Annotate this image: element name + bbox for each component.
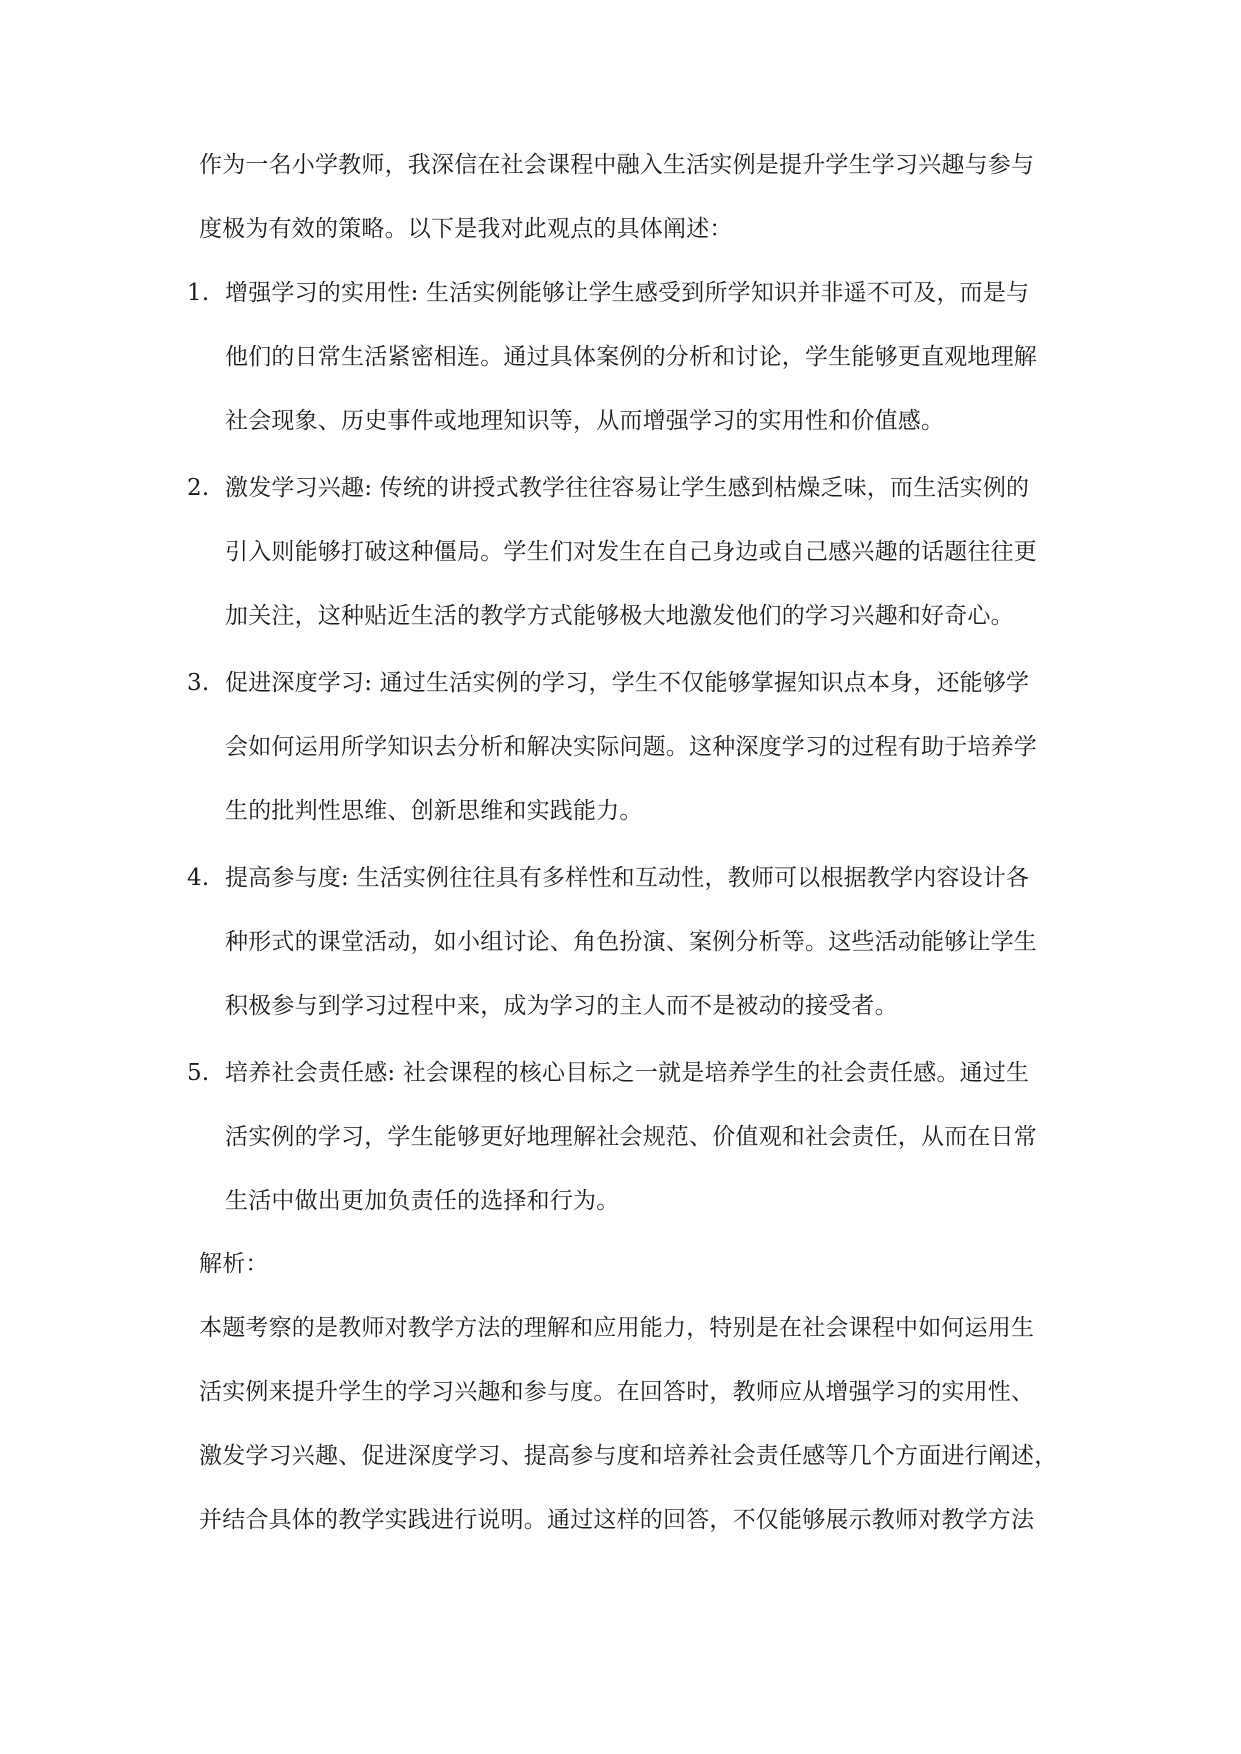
list-item-line: 活实例的学习，学生能够更好地理解社会规范、价值观和社会责任，从而在日常 — [225, 1124, 1037, 1150]
list-number: 3. — [187, 670, 210, 696]
list-number: 4. — [187, 865, 210, 891]
list-item-line: 培养社会责任感: 社会课程的核心目标之一就是培养学生的社会责任感。通过生 — [225, 1060, 1030, 1086]
analysis-line: 并结合具体的教学实践进行说明。通过这样的回答，不仅能够展示教师对教学方法 — [199, 1507, 1035, 1533]
list-number: 5. — [187, 1060, 210, 1086]
list-item-line: 社会现象、历史事件或地理知识等，从而增强学习的实用性和价值感。 — [225, 408, 945, 434]
list-item-line: 生的批判性思维、创新思维和实践能力。 — [225, 798, 643, 824]
list-item-line: 加关注，这种贴近生活的教学方式能够极大地激发他们的学习兴趣和好奇心。 — [225, 603, 1014, 629]
list-item-line: 增强学习的实用性: 生活实例能够让学生感受到所学知识并非遥不可及，而是与 — [225, 280, 1030, 306]
list-number: 1. — [187, 280, 210, 306]
list-item-line: 生活中做出更加负责任的选择和行为。 — [225, 1188, 620, 1214]
analysis-line: 活实例来提升学生的学习兴趣和参与度。在回答时，教师应从增强学习的实用性、 — [199, 1379, 1035, 1405]
list-item-line: 引入则能够打破这种僵局。学生们对发生在自己身边或自己感兴趣的话题往往更 — [225, 539, 1037, 565]
analysis-line: 本题考察的是教师对教学方法的理解和应用能力，特别是在社会课程中如何运用生 — [199, 1315, 1035, 1341]
list-number: 2. — [187, 475, 210, 501]
intro-line: 度极为有效的策略。以下是我对此观点的具体阐述： — [199, 216, 733, 242]
list-item-line: 提高参与度: 生活实例往往具有多样性和互动性，教师可以根据教学内容设计各 — [225, 865, 1030, 891]
list-item-line: 积极参与到学习过程中来，成为学习的主人而不是被动的接受者。 — [225, 993, 898, 1019]
list-item-line: 促进深度学习: 通过生活实例的学习，学生不仅能够掌握知识点本身，还能够学 — [225, 670, 1030, 696]
analysis-line: 激发学习兴趣、促进深度学习、提高参与度和培养社会责任感等几个方面进行阐述， — [199, 1443, 1058, 1469]
list-item-line: 他们的日常生活紧密相连。通过具体案例的分析和讨论，学生能够更直观地理解 — [225, 344, 1037, 370]
list-item-line: 种形式的课堂活动，如小组讨论、角色扮演、案例分析等。这些活动能够让学生 — [225, 929, 1037, 955]
list-item-line: 会如何运用所学知识去分析和解决实际问题。这种深度学习的过程有助于培养学 — [225, 734, 1037, 760]
list-item-line: 激发学习兴趣: 传统的讲授式教学往往容易让学生感到枯燥乏味，而生活实例的 — [225, 475, 1030, 501]
analysis-heading: 解析： — [199, 1251, 269, 1277]
intro-line: 作为一名小学教师，我深信在社会课程中融入生活实例是提升学生学习兴趣与参与 — [199, 152, 1035, 178]
